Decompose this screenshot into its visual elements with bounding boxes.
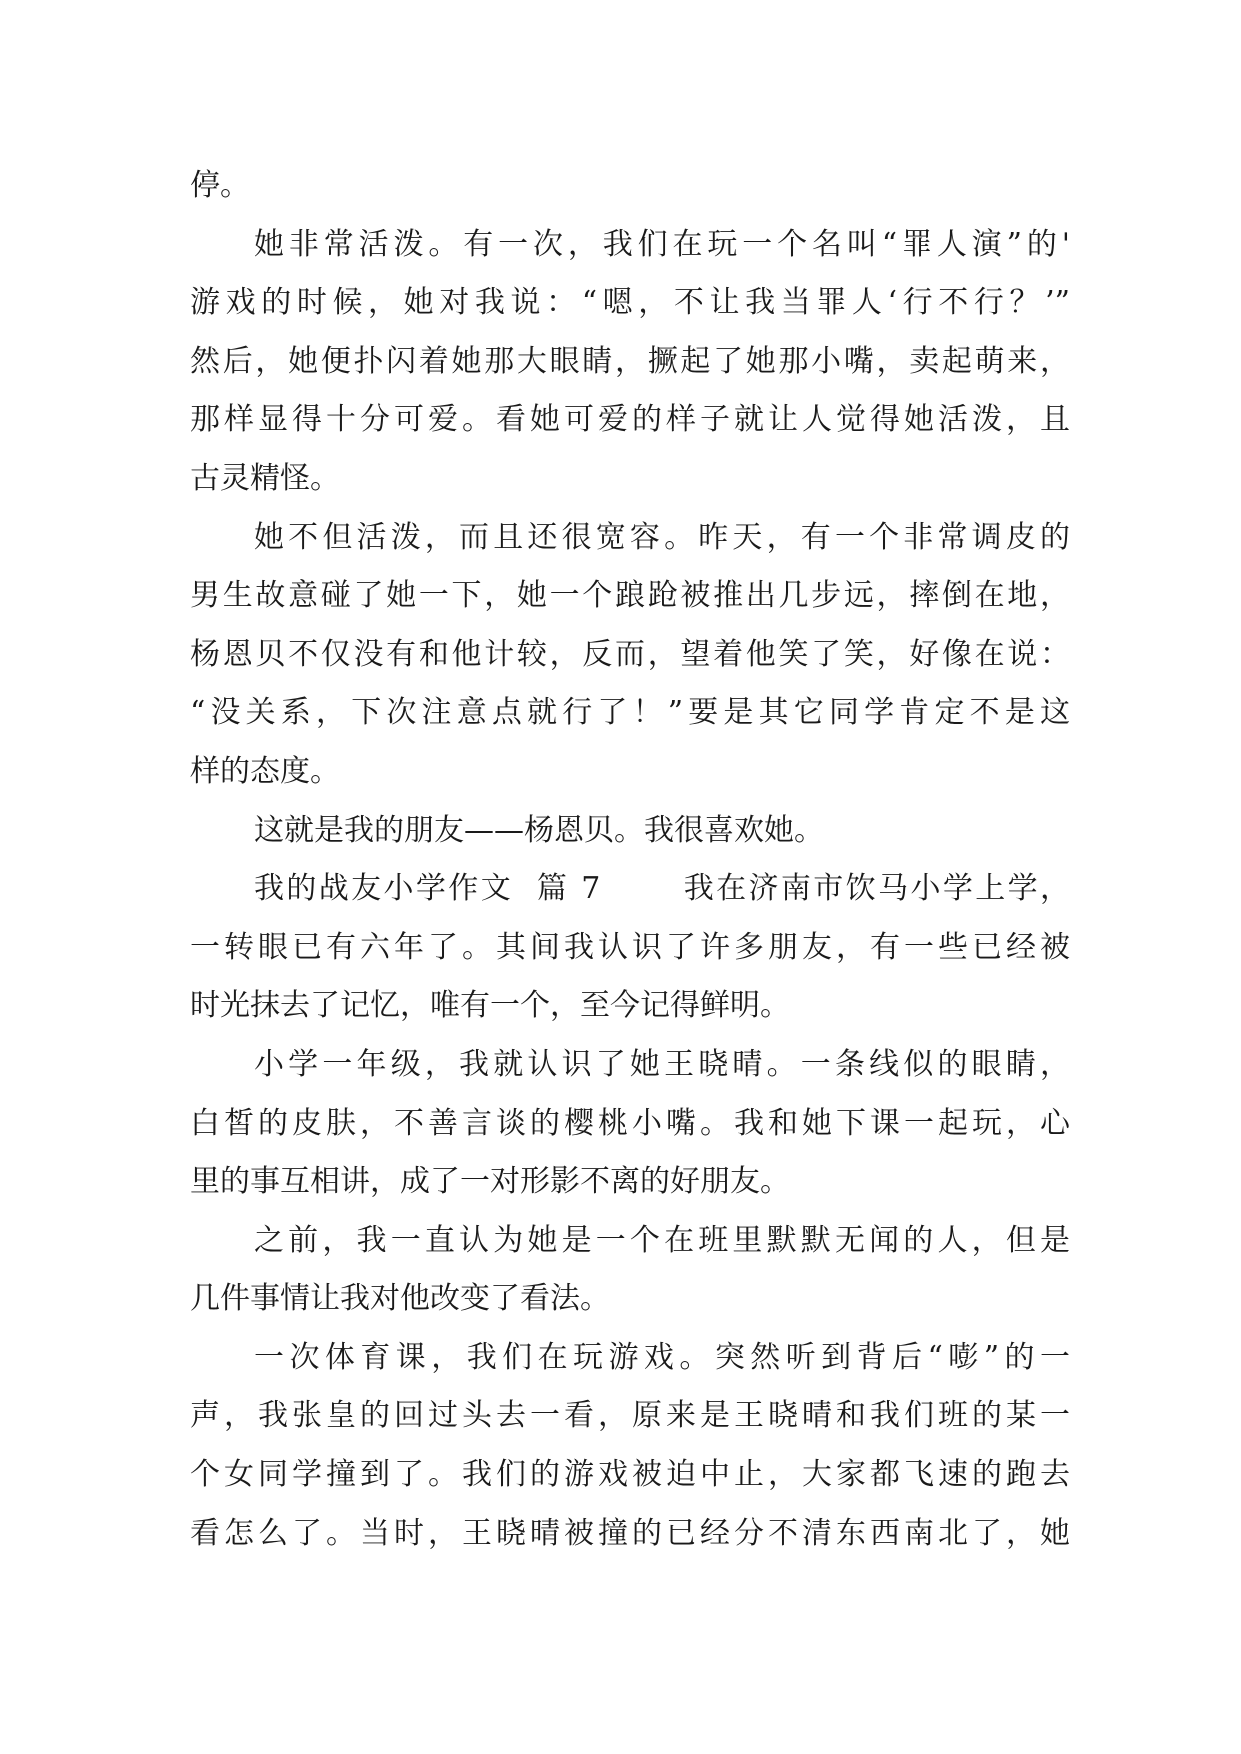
text-line: 然后，她便扑闪着她那大眼睛，撅起了她那小嘴，卖起萌来， xyxy=(190,343,1070,379)
text-line: 里的事互相讲，成了一对形影不离的好朋友。 xyxy=(190,1164,790,1200)
text-line: 看怎么了。当时，王晓晴被撞的已经分不清东西南北了，她 xyxy=(190,1515,1070,1551)
body-text xyxy=(190,157,1070,1563)
text-line: 一转眼已有六年了。其间我认识了许多朋友，有一些已经被 xyxy=(190,929,1070,965)
text-line: 白皙的皮肤，不善言谈的樱桃小嘴。我和她下课一起玩，心 xyxy=(190,1105,1070,1141)
text-line: 个女同学撞到了。我们的游戏被迫中止，大家都飞速的跑去 xyxy=(190,1457,1070,1493)
text-line: 小学一年级，我就认识了她王晓晴。一条线似的眼睛， xyxy=(254,1046,1070,1082)
text-line: 游戏的时候，她对我说：“嗯，不让我当罪人‘行不行？’” xyxy=(190,285,1070,321)
text-line: 之前，我一直认为她是一个在班里默默无闻的人，但是 xyxy=(254,1222,1070,1258)
text-line: 那样显得十分可爱。看她可爱的样子就让人觉得她活泼，且 xyxy=(190,402,1070,438)
text-line: 几件事情让我对他改变了看法。 xyxy=(190,1281,610,1317)
text-line: 古灵精怪。 xyxy=(190,460,340,496)
text-line: 样的态度。 xyxy=(190,753,340,789)
text-line: 停。 xyxy=(190,168,250,203)
text-line: “没关系，下次注意点就行了！”要是其它同学肯定不是这 xyxy=(190,695,1070,731)
text-line: 她不但活泼，而且还很宽容。昨天，有一个非常调皮的 xyxy=(254,519,1070,555)
text-line: 时光抹去了记忆，唯有一个，至今记得鲜明。 xyxy=(190,988,790,1024)
text-line: 这就是我的朋友——杨恩贝。我很喜欢她。 xyxy=(254,812,824,848)
text-line: 她非常活泼。有一次，我们在玩一个名叫“罪人演”的' xyxy=(254,226,1070,262)
text-line: 杨恩贝不仅没有和他计较，反而，望着他笑了笑，好像在说： xyxy=(190,636,1070,672)
text-line: 一次体育课，我们在玩游戏。突然听到背后“嘭”的一 xyxy=(254,1339,1070,1375)
text-line: 我的战友小学作文 篇 7 我在济南市饮马小学上学， xyxy=(254,871,1070,907)
text-line: 声，我张皇的回过头去一看，原来是王晓晴和我们班的某一 xyxy=(190,1398,1070,1434)
text-line: 男生故意碰了她一下，她一个踉跄被推出几步远，摔倒在地， xyxy=(190,578,1070,614)
